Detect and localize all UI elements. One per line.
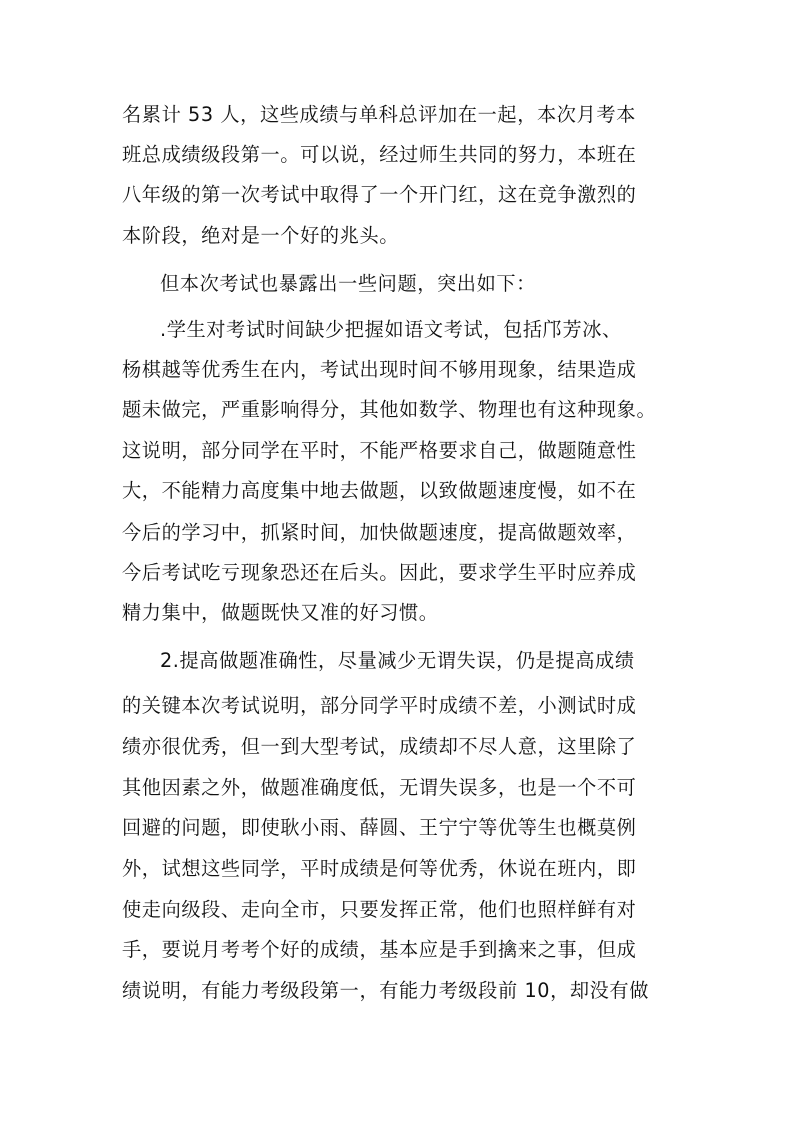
text-line: 精力集中，做题既快又准的好习惯。: [122, 601, 439, 624]
text-line: 2.提高做题准确性，尽量减少无谓失误，仍是提高成绩: [160, 649, 635, 672]
text-line: 本阶段，绝对是一个好的兆头。: [122, 224, 400, 247]
text-line: 绩亦很优秀，但一到大型考试，成绩却不尽人意，这里除了: [122, 735, 637, 758]
text-line: 题未做完，严重影响得分，其他如数学、物理也有这种现象。: [122, 398, 657, 421]
text-line: .学生对考试时间缺少把握如语文考试，包括邝芳冰、: [160, 318, 622, 341]
text-line: 班总成绩级段第一。可以说，经过师生共同的努力，本班在: [122, 143, 637, 166]
text-line: 这说明，部分同学在平时，不能严格要求自己，做题随意性: [122, 439, 637, 462]
text-line: 使走向级段、走向全市，只要发挥正常，他们也照样鲜有对: [122, 898, 637, 921]
text-line: 今后的学习中，抓紧时间，加快做题速度，提高做题效率，: [122, 521, 637, 544]
text-line: 绩说明，有能力考级段第一，有能力考级段前 10，却没有做: [122, 979, 650, 1002]
text-line: 杨棋越等优秀生在内，考试出现时间不够用现象，结果造成: [122, 358, 637, 381]
text-line: 的关键本次考试说明，部分同学平时成绩不差，小测试时成: [122, 694, 637, 717]
text-line: 但本次考试也暴露出一些问题，突出如下：: [160, 272, 536, 295]
text-line: 八年级的第一次考试中取得了一个开门红，这在竞争激烈的: [122, 183, 637, 206]
text-line: 外，试想这些同学，平时成绩是何等优秀，休说在班内，即: [122, 857, 637, 880]
text-line: 名累计 53 人，这些成绩与单科总评加在一起，本次月考本: [122, 103, 636, 126]
text-line: 今后考试吃亏现象恐还在后头。因此，要求学生平时应养成: [122, 561, 637, 584]
text-line: 手，要说月考考个好的成绩，基本应是手到擒来之事，但成: [122, 938, 637, 961]
text-line: 其他因素之外，做题准确度低，无谓失误多，也是一个不可: [122, 776, 637, 799]
text-line: 大，不能精力高度集中地去做题，以致做题速度慢，如不在: [122, 479, 637, 502]
text-line: 回避的问题，即使耿小雨、薛圆、王宁宁等优等生也概莫例: [122, 816, 637, 839]
